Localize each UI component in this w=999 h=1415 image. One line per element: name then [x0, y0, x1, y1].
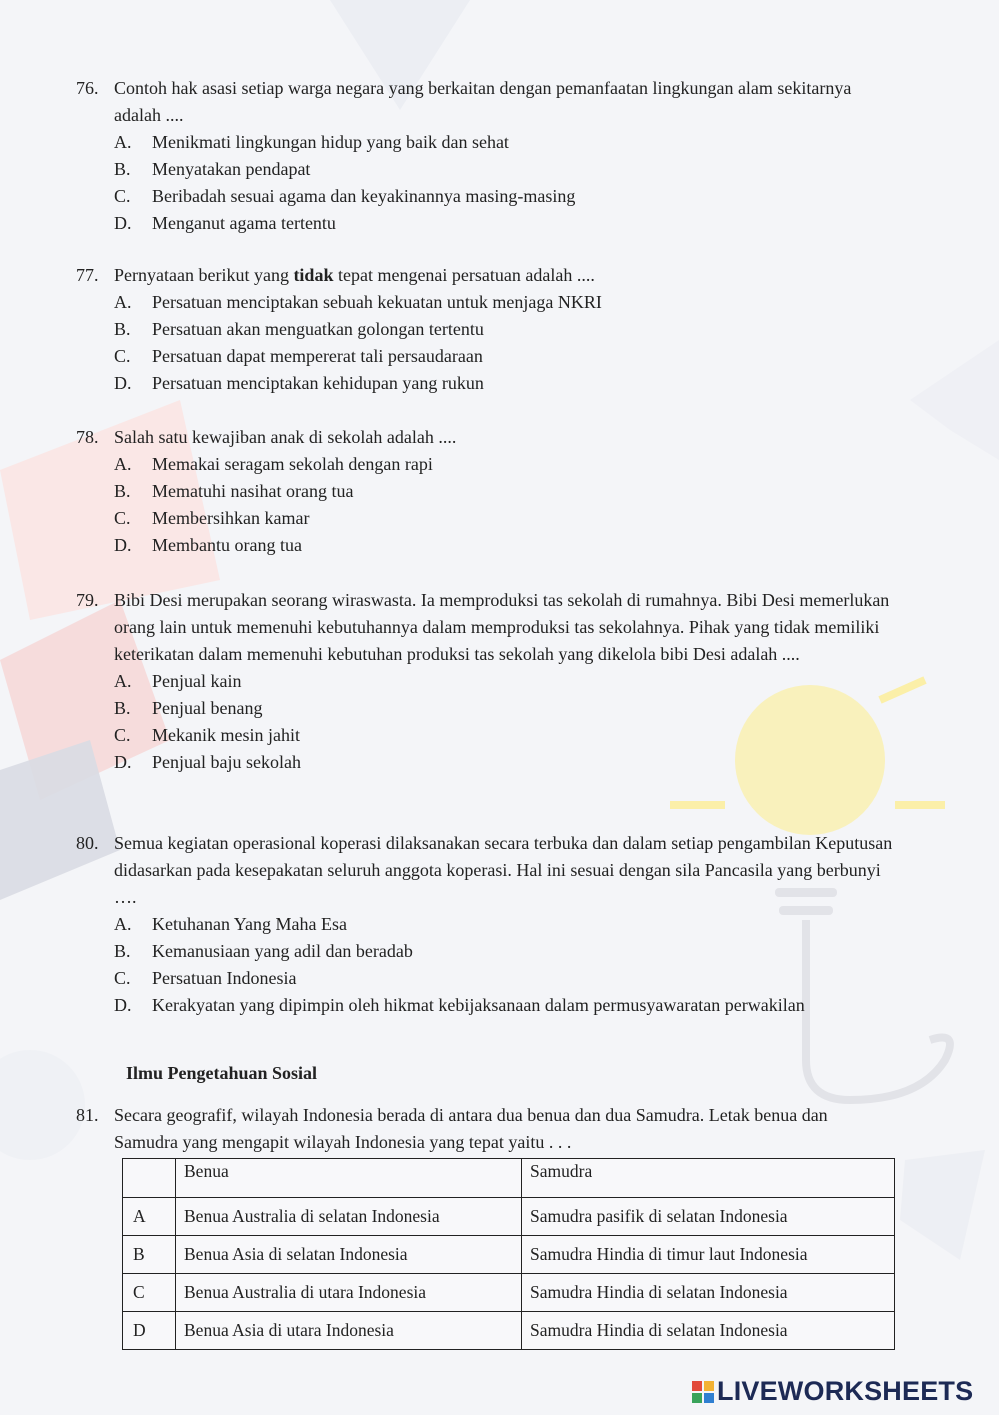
option-letter: B. — [114, 481, 131, 501]
answer-option-a[interactable] — [114, 668, 896, 695]
answer-table — [122, 1158, 895, 1350]
option-text: Persatuan dapat mempererat tali persaudaraan — [152, 346, 483, 366]
option-letter: D. — [114, 213, 132, 233]
table-header-cell — [123, 1159, 176, 1198]
answer-option-b[interactable] — [114, 156, 896, 183]
answer-option-a[interactable] — [114, 451, 896, 478]
option-letter: C. — [114, 725, 131, 745]
table-cell-samudra: Samudra pasifik di selatan Indonesia — [522, 1198, 895, 1236]
question-78 — [76, 424, 896, 559]
option-text: Kerakyatan yang dipimpin oleh hikmat kebijaksanaan dalam permusyawaratan perwakilan — [152, 995, 805, 1015]
option-letter: C. — [114, 508, 131, 528]
option-letter: D. — [114, 995, 132, 1015]
option-letter: B. — [114, 941, 131, 961]
answer-option-a[interactable] — [114, 911, 896, 938]
question-number: 81. — [76, 1105, 99, 1125]
question-76 — [76, 75, 896, 237]
question-81 — [76, 1102, 896, 1156]
stem-text: tepat mengenai persatuan adalah .... — [333, 265, 595, 285]
option-text: Beribadah sesuai agama dan keyakinannya masing-masing — [152, 186, 576, 206]
table-cell-benua: Benua Australia di utara Indonesia — [176, 1274, 522, 1312]
option-text: Menikmati lingkungan hidup yang baik dan sehat — [152, 132, 509, 152]
table-cell-letter: C — [123, 1274, 176, 1312]
option-text: Membantu orang tua — [152, 535, 302, 555]
answer-option-b[interactable] — [114, 316, 896, 343]
option-letter: A. — [114, 132, 132, 152]
option-letter: B. — [114, 319, 131, 339]
answer-option-b[interactable] — [114, 938, 896, 965]
option-letter: C. — [114, 968, 131, 988]
question-stem: Secara geografif, wilayah Indonesia berada di antara dua benua dan dua Samudra. Letak benua dan Samudra yang mengapit wilayah Indonesia yang tepat yaitu . . . — [114, 1105, 828, 1152]
question-77 — [76, 262, 896, 397]
option-text: Penjual benang — [152, 698, 263, 718]
option-letter: C. — [114, 346, 131, 366]
option-text: Ketuhanan Yang Maha Esa — [152, 914, 347, 934]
table-row[interactable] — [123, 1274, 895, 1312]
option-letter: B. — [114, 698, 131, 718]
answer-option-d[interactable] — [114, 749, 896, 776]
question-stem: Contoh hak asasi setiap warga negara yang berkaitan dengan pemanfaatan lingkungan alam sekitarnya adalah .... — [114, 78, 852, 125]
option-letter: A. — [114, 914, 132, 934]
option-text: Kemanusiaan yang adil dan beradab — [152, 941, 413, 961]
option-text: Menganut agama tertentu — [152, 213, 336, 233]
table-cell-samudra: Samudra Hindia di selatan Indonesia — [522, 1312, 895, 1350]
table-cell-letter: A — [123, 1198, 176, 1236]
option-text: Persatuan akan menguatkan golongan tertentu — [152, 319, 484, 339]
table-cell-letter: D — [123, 1312, 176, 1350]
option-text: Penjual baju sekolah — [152, 752, 301, 772]
question-number: 79. — [76, 590, 99, 610]
answer-option-b[interactable] — [114, 695, 896, 722]
answer-option-c[interactable] — [114, 505, 896, 532]
option-letter: A. — [114, 454, 132, 474]
brand-watermark — [692, 1376, 973, 1407]
stem-text: Pernyataan berikut yang — [114, 265, 294, 285]
option-letter: D. — [114, 373, 132, 393]
question-stem: Salah satu kewajiban anak di sekolah adalah .... — [114, 427, 457, 447]
table-cell-samudra: Samudra Hindia di selatan Indonesia — [522, 1274, 895, 1312]
table-row[interactable] — [123, 1198, 895, 1236]
table-cell-letter: B — [123, 1236, 176, 1274]
question-80 — [76, 830, 896, 1019]
answer-option-a[interactable] — [114, 289, 896, 316]
table-cell-samudra: Samudra Hindia di timur laut Indonesia — [522, 1236, 895, 1274]
answer-option-d[interactable] — [114, 210, 896, 237]
answer-option-d[interactable] — [114, 532, 896, 559]
option-text: Menyatakan pendapat — [152, 159, 311, 179]
answer-option-c[interactable] — [114, 343, 896, 370]
table-row[interactable] — [123, 1236, 895, 1274]
option-text: Penjual kain — [152, 671, 242, 691]
question-number: 80. — [76, 833, 99, 853]
answer-option-a[interactable] — [114, 129, 896, 156]
option-text: Memakai seragam sekolah dengan rapi — [152, 454, 433, 474]
question-number: 77. — [76, 265, 99, 285]
brand-text: LIVEWORKSHEETS — [717, 1376, 974, 1406]
option-text: Membersihkan kamar — [152, 508, 310, 528]
question-number: 76. — [76, 78, 99, 98]
table-cell-benua: Benua Australia di selatan Indonesia — [176, 1198, 522, 1236]
answer-option-c[interactable] — [114, 183, 896, 210]
table-header-cell: Benua — [176, 1159, 522, 1198]
option-letter: D. — [114, 752, 132, 772]
question-stem: Bibi Desi merupakan seorang wiraswasta. Ia memproduksi tas sekolah di rumahnya. Bibi Desi memerlukan orang lain untuk memenuhi kebutuhannya dalam memproduksi tas sekolahnya. Pihak yang tidak memiliki keterikatan dalam memenuhi kebutuhan produksi tas sekolah yang dikelola bibi Desi adalah .... — [114, 590, 890, 664]
answer-option-d[interactable] — [114, 992, 896, 1019]
answer-option-c[interactable] — [114, 722, 896, 749]
table-cell-benua: Benua Asia di selatan Indonesia — [176, 1236, 522, 1274]
option-text: Persatuan menciptakan sebuah kekuatan untuk menjaga NKRI — [152, 292, 602, 312]
section-heading: Ilmu Pengetahuan Sosial — [126, 1063, 318, 1083]
option-letter: C. — [114, 186, 131, 206]
option-letter: A. — [114, 671, 132, 691]
question-stem: Semua kegiatan operasional koperasi dilaksanakan secara terbuka dan dalam setiap pengambilan Keputusan didasarkan pada kesepakatan seluruh anggota koperasi. Hal ini sesuai dengan sila Pancasila yang berbunyi …. — [114, 833, 893, 907]
option-text: Persatuan Indonesia — [152, 968, 297, 988]
answer-option-c[interactable] — [114, 965, 896, 992]
option-text: Mekanik mesin jahit — [152, 725, 300, 745]
option-letter: A. — [114, 292, 132, 312]
option-text: Mematuhi nasihat orang tua — [152, 481, 354, 501]
stem-emphasis: tidak — [293, 265, 334, 285]
liveworksheets-logo-icon — [692, 1381, 714, 1403]
question-79 — [76, 587, 896, 776]
table-header-cell: Samudra — [522, 1159, 895, 1198]
question-stem — [114, 262, 896, 289]
question-number: 78. — [76, 427, 99, 447]
option-letter: B. — [114, 159, 131, 179]
answer-option-b[interactable] — [114, 478, 896, 505]
table-cell-benua: Benua Asia di utara Indonesia — [176, 1312, 522, 1350]
answer-option-d[interactable] — [114, 370, 896, 397]
table-header-row — [123, 1159, 895, 1198]
table-row[interactable] — [123, 1312, 895, 1350]
option-letter: D. — [114, 535, 132, 555]
option-text: Persatuan menciptakan kehidupan yang rukun — [152, 373, 484, 393]
